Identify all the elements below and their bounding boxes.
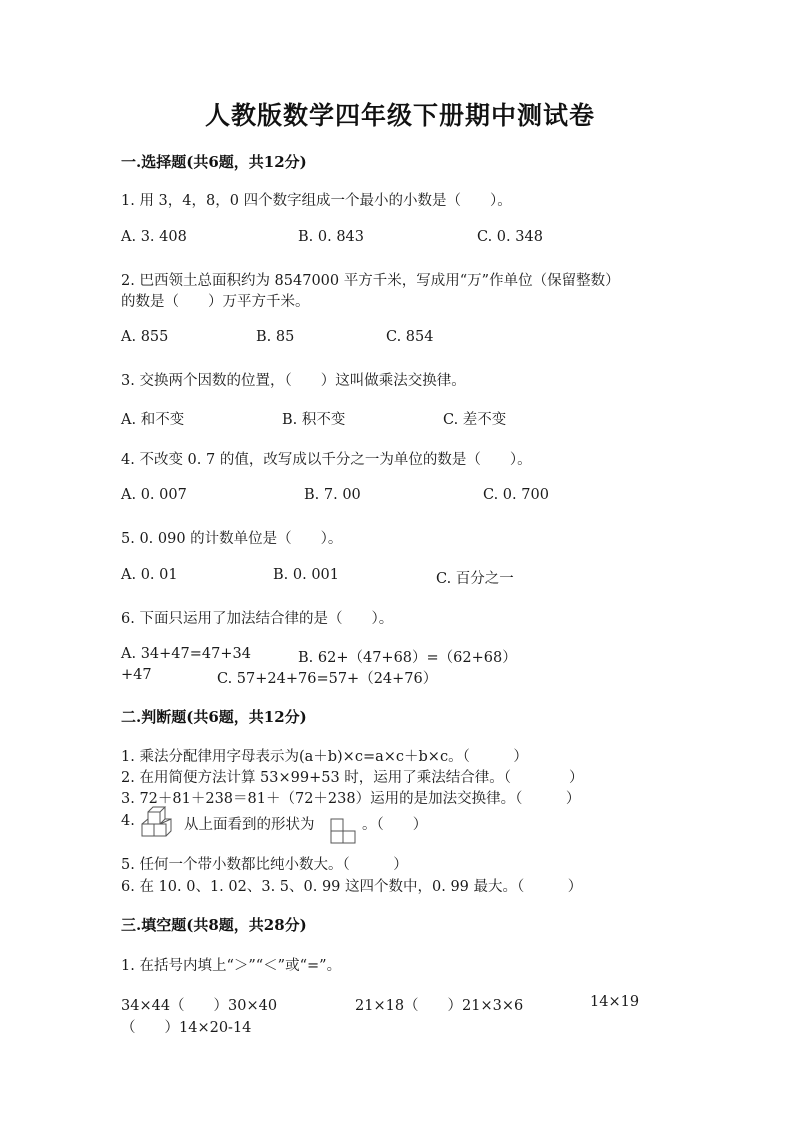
option-b: B. 0. 843 [298, 229, 364, 245]
option-b: B. 85 [256, 329, 295, 345]
question-text: 5. 0. 090 的计数单位是（ ）。 [121, 531, 343, 547]
judgment-item: 5. 任何一个带小数都比纯小数大。（ ） [121, 857, 408, 873]
judgment-item-text: 从上面看到的形状为 [184, 817, 315, 833]
option-b: B. 积不变 [282, 412, 346, 428]
option-b-continued: +47 [121, 667, 152, 683]
fill-part: 14×19 [590, 994, 640, 1010]
question-text: 4. 不改变 0. 7 的值，改写成以千分之一为单位的数是（ ）。 [121, 452, 532, 468]
fill-part: （ ）14×20-14 [121, 1020, 252, 1036]
option-a: A. 0. 01 [121, 567, 178, 583]
option-c: C. 57+24+76=57+（24+76） [217, 671, 438, 687]
option-c: C. 百分之一 [436, 571, 514, 587]
judgment-item: 2. 在用简便方法计算 53×99+53 时，运用了乘法结合律。（ ） [121, 770, 584, 786]
judgment-item: 3. 72＋81＋238＝81＋（72＋238）运用的是加法交换律。（ ） [121, 791, 581, 807]
question-text: 1. 用 3，4，8，0 四个数字组成一个最小的小数是（ ）。 [121, 193, 512, 209]
option-a: A. 3. 408 [121, 229, 187, 245]
fill-part: 34×44（ ）30×40 [121, 998, 278, 1014]
option-b: B. 0. 001 [273, 567, 339, 583]
option-a: A. 855 [121, 329, 169, 345]
section-heading-fill: 三.填空题(共8题，共28分) [121, 916, 307, 934]
question-text: 2. 巴西领土总面积约为 8547000 平方千米，写成用“万”作单位（保留整数） [121, 273, 620, 289]
option-c: C. 差不变 [443, 412, 507, 428]
option-a: A. 和不变 [121, 412, 185, 428]
cube-stack-figure [140, 806, 180, 840]
option-b: B. 7. 00 [304, 487, 361, 503]
judgment-item-answer: 。（ ） [362, 817, 428, 833]
judgment-item: 1. 乘法分配律用字母表示为(a＋b)×c=a×c＋b×c。（ ） [121, 749, 528, 765]
judgment-item: 6. 在 10. 0、1. 02、3. 5、0. 99 这四个数中，0. 99 最大。（ ） [121, 879, 583, 895]
option-a: A. 34+47=47+34 [121, 646, 251, 662]
option-b: B. 62+（47+68）=（62+68） [298, 650, 517, 666]
page-title: 人教版数学四年级下册期中测试卷 [204, 101, 595, 130]
judgment-item-number: 4. [121, 813, 135, 829]
question-text: 6. 下面只运用了加法结合律的是（ ）。 [121, 611, 394, 627]
option-c: C. 0. 348 [477, 229, 543, 245]
section-heading-judgment: 二.判断题(共6题，共12分) [121, 708, 307, 726]
question-text: 1. 在括号内填上“＞”“＜”或“=”。 [121, 958, 342, 974]
top-view-shape-figure [330, 818, 358, 846]
option-a: A. 0. 007 [121, 487, 187, 503]
option-c: C. 854 [386, 329, 434, 345]
option-c: C. 0. 700 [483, 487, 549, 503]
fill-part: 21×18（ ）21×3×6 [355, 998, 524, 1014]
section-heading-choice: 一.选择题(共6题，共12分) [121, 153, 307, 171]
question-text: 3. 交换两个因数的位置，（ ）这叫做乘法交换律。 [121, 373, 466, 389]
question-text: 的数是（ ）万平方千米。 [121, 294, 310, 310]
